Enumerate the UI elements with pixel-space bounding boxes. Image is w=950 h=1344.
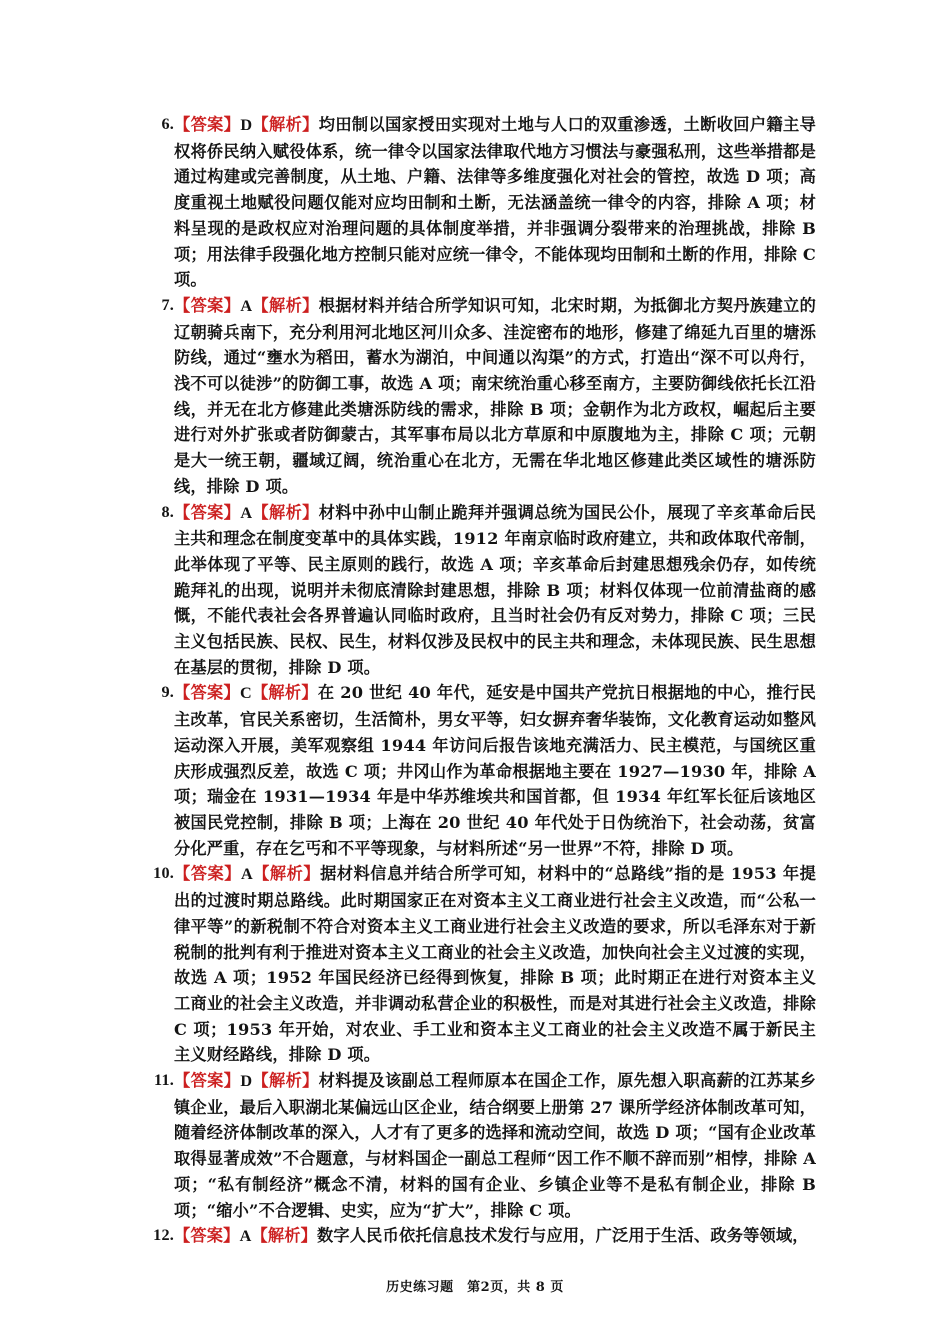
answer-tag: 【答案】 xyxy=(174,1226,240,1246)
answer-letter: D xyxy=(240,1072,253,1091)
answer-tag: 【答案】 xyxy=(174,683,240,703)
analysis-tag: 【解析】 xyxy=(252,1071,319,1091)
analysis-tag: 【解析】 xyxy=(252,115,319,134)
answer-letter: A xyxy=(240,296,253,315)
answer-item-10 xyxy=(140,861,816,1068)
item-number: 9. xyxy=(161,683,174,702)
analysis-tag: 【解析】 xyxy=(251,683,318,703)
analysis-tag: 【解析】 xyxy=(252,295,319,315)
answer-item-9 xyxy=(140,680,816,861)
item-number: 7. xyxy=(161,295,174,314)
answer-item-8 xyxy=(140,500,816,681)
analysis-text: 均田制以国家授田实现对土地与人口的双重渗透，土断收回户籍主导权将侨民纳入赋役体系，统一律令以国家法律取代地方习惯法与豪强私刑，这些举措都是通过构建或完善制度，从土地、户籍、法律等多维度强化对社会的管控，故选 D 项；高度重视土地赋役问题仅能对应均田制和土断，无法涵盖统一律令的内容，排除 A 项；材料呈现的是政权应对治理问题的具体制度举措，并非强调分裂带来的治理挑战，排除 B 项；用法律手段强化地方控制只能对应统一律令，不能体现均田制和土断的作用，排除 C 项。 xyxy=(174,115,816,290)
item-number: 8. xyxy=(161,502,174,521)
answer-item-7 xyxy=(140,293,816,500)
item-number: 6. xyxy=(161,115,174,133)
answer-tag: 【答案】 xyxy=(174,864,241,884)
analysis-text: 材料提及该副总工程师原本在国企工作，原先想入职高薪的江苏某乡镇企业，最后入职湖北某偏远山区企业，结合纲要上册第 27 课所学经济体制改革可知，随着经济体制改革的深入，人才有了更多的选择和流动空间，故选 D 项；“国有企业改革取得显著成效”不合题意，与材料国企一副总工程师“因工作不顺不辞而别”相悖，排除 A 项；“私有制经济”概念不清，材料的国有企业、乡镇企业等不是私有制企业，排除 B 项；“缩小”不合逻辑、史实，应为“扩大”，排除 C 项。 xyxy=(174,1071,816,1220)
answer-item-12 xyxy=(140,1223,816,1250)
answer-item-11 xyxy=(140,1068,816,1223)
answer-letter: A xyxy=(239,1227,252,1246)
analysis-text: 材料中孙中山制止跪拜并强调总统为国民公仆，展现了辛亥革命后民主共和理念在制度变革中的具体实践，1912 年南京临时政府建立，共和政体取代帝制，此举体现了平等、民主原则的践行，故选 A 项；辛亥革命后封建思想残余仍存，如传统跪拜礼的出现，说明并未彻底清除封建思想，排除 B 项；材料仅体现一位前清盐商的感慨，不能代表社会各界普遍认同临时政府，且当时社会仍有反对势力，排除 C 项；三民主义包括民族、民权、民生，材料仅涉及民权中的民主共和理念，未体现民族、民生思想在基层的贯彻，排除 D 项。 xyxy=(174,502,816,677)
analysis-text: 据材料信息并结合所学可知，材料中的“总路线”指的是 1953 年提出的过渡时期总路线。此时期国家正在对资本主义工商业进行社会主义改造，而“公私一律平等”的新税制不符合对资本主义工商业进行社会主义改造的要求，所以毛泽东对于新税制的批判有利于推进对资本主义工商业的社会主义改造，加快向社会主义过渡的实现，故选 A 项；1952 年国民经济已经得到恢复，排除 B 项；此时期正在进行对资本主义工商业的社会主义改造，并非调动私营企业的积极性，而是对其进行社会主义改造，排除 C 项；1953 年开始，对农业、手工业和资本主义工商业的社会主义改造不属于新民主主义财经路线，排除 D 项。 xyxy=(174,864,816,1065)
answer-letter: C xyxy=(239,684,252,703)
analysis-text: 在 20 世纪 40 年代，延安是中国共产党抗日根据地的中心，推行民主改革，官民关系密切，生活简朴，男女平等，妇女摒弃奢华装饰，文化教育运动如整风运动深入开展，美军观察组 1944 年访问后报告该地充满活力、民主模范，与国统区重庆形成强烈反差，故选 C 项；井冈山作为革命根据地主要在 1927—1930 年，排除 A 项；瑞金在 1931—1934 年是中华苏维埃共和国首都，但 1934 年红军长征后该地区被国民党控制，排除 B 项；上海在 20 世纪 40 年代处于日伪统治下，社会动荡，贫富分化严重，存在乞丐和不平等现象，与材料所述“另一世界”不符，排除 D 项。 xyxy=(174,683,816,858)
item-number: 10. xyxy=(153,864,174,883)
analysis-text: 数字人民币依托信息技术发行与应用，广泛用于生活、政务等领域， xyxy=(317,1226,809,1246)
analysis-tag: 【解析】 xyxy=(252,864,321,884)
answer-tag: 【答案】 xyxy=(174,115,241,134)
page-footer: 历史练习题 第2页，共 8 页 xyxy=(386,1280,564,1295)
item-number: 11. xyxy=(154,1071,174,1090)
answer-letter: A xyxy=(240,865,253,884)
item-number: 12. xyxy=(153,1226,174,1245)
answer-item-6 xyxy=(140,112,816,293)
answer-letter: D xyxy=(240,116,253,134)
analysis-tag: 【解析】 xyxy=(251,1226,318,1246)
answer-list xyxy=(140,112,816,1250)
analysis-text: 根据材料并结合所学知识可知，北宋时期，为抵御北方契丹族建立的辽朝骑兵南下，充分利用河北地区河川众多、洼淀密布的地形，修建了绵延九百里的塘泺防线，通过“壅水为稻田，蓄水为湖泊，中间通以沟渠”的方式，打造出“深不可以舟行，浅不可以徒涉”的防御工事，故选 A 项；南宋统治重心移至南方，主要防御线依托长江沿线，并无在北方修建此类塘泺防线的需求，排除 B 项；金朝作为北方政权，崛起后主要进行对外扩张或者防御蒙古，其军事布局以北方草原和中原腹地为主，排除 C 项；元朝是大一统王朝，疆域辽阔，统治重心在北方，无需在华北地区修建此类区域性的塘泺防线，排除 D 项。 xyxy=(174,295,816,496)
answer-tag: 【答案】 xyxy=(174,295,241,315)
answer-tag: 【答案】 xyxy=(174,502,241,522)
answer-tag: 【答案】 xyxy=(174,1071,241,1091)
analysis-tag: 【解析】 xyxy=(252,502,319,522)
answer-letter: A xyxy=(240,503,253,522)
